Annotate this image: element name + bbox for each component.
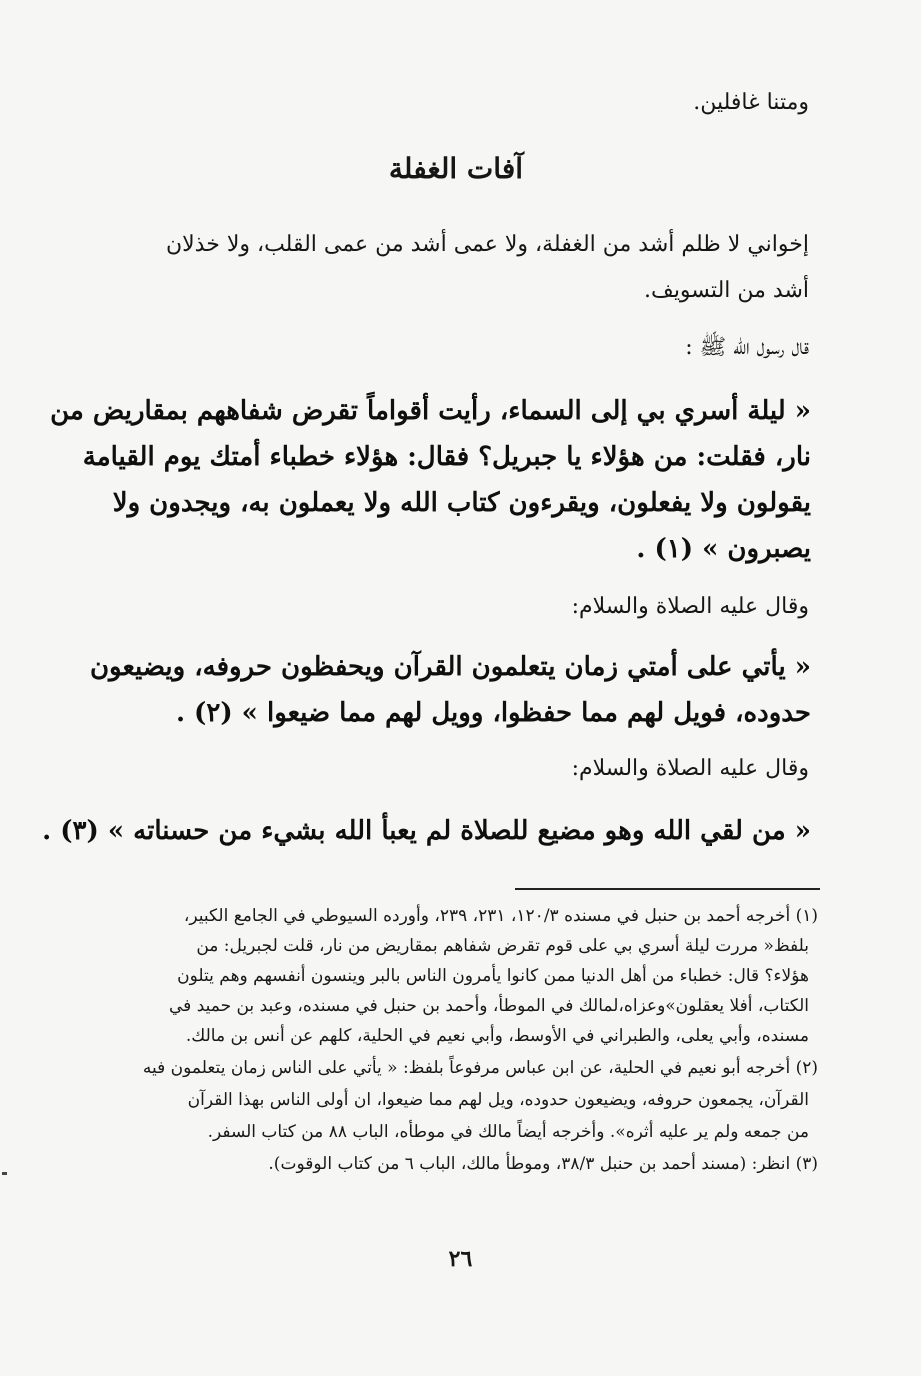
- intro-line-1: إخواني لا ظلم أشد من الغفلة، ولا عمى أشد من عمى القلب، ولا خذلان: [165, 232, 809, 257]
- hadith-1-line-2: نار، فقلت: من هؤلاء يا جبريل؟ فقال: هؤلاء خطباء أمتك يوم القيامة: [82, 442, 811, 472]
- hadith-1-line-3: يقولون ولا يفعلون، ويقرءون كتاب الله ولا يعملون به، ويجدون ولا: [112, 488, 811, 518]
- page-number: ٢٦: [448, 1246, 473, 1272]
- second-intro: وقال عليه الصلاة والسلام:: [571, 594, 809, 619]
- top-fragment: ومتنا غافلين.: [693, 90, 809, 115]
- hadith-2-line-2: حدوده، فويل لهم مما حفظوا، وويل لهم مما ضيعوا » (٢) .: [175, 698, 811, 728]
- footnote-2-line-1: (٢) أخرجه أبو نعيم في الحلية، عن ابن عباس مرفوعاً بلفظ: « يأتي على الناس زمان يتعلمون فيه: [142, 1058, 818, 1078]
- footnote-2-line-3: من جمعه ولم ير عليه أثره». وأخرجه أيضاً مالك في موطأه، الباب ٨٨ من كتاب السفر.: [207, 1122, 809, 1142]
- footnote-separator: [515, 888, 820, 890]
- section-heading: آفات الغفلة: [388, 152, 523, 185]
- footnote-1-line-1: (١) أخرجه أحمد بن حنبل في مسنده ١٢٠/٣، ٢٣١، ٢٣٩، وأورده السيوطي في الجامع الكبير،: [183, 906, 818, 926]
- footnote-1-line-4: الكتاب، أفلا يعقلون»وعزاه،لمالك في الموطأ، وأحمد بن حنبل في مسنده، وعبد بن حميد في: [169, 996, 809, 1016]
- hadith-1-line-4: يصبرون » (١) .: [636, 534, 811, 564]
- third-intro: وقال عليه الصلاة والسلام:: [571, 756, 809, 781]
- hadith-1-line-1: « ليلة أسري بي إلى السماء، رأيت أقواماً تقرض شفاههم بمقاريض من: [50, 396, 811, 426]
- footnote-1-line-2: بلفظ« مررت ليلة أسري بي على قوم تقرض شفاهم بمقاريض من نار، قلت لجبريل: من: [196, 936, 809, 956]
- hadith-3-line-1: « من لقي الله وهو مضيع للصلاة لم يعبأ الله بشيء من حسناته » (٣) .: [42, 816, 811, 846]
- scan-margin-mark: [2, 1172, 7, 1175]
- prophet-intro: قال رسول الله ﷺ :: [685, 335, 809, 360]
- hadith-2-line-1: « يأتي على أمتي زمان يتعلمون القرآن ويحفظون حروفه، ويضيعون: [89, 652, 811, 682]
- intro-line-2: أشد من التسويف.: [644, 278, 809, 303]
- footnote-2-line-2: القرآن، يجمعون حروفه، ويضيعون حدوده، ويل لهم مما ضيعوا، ان أولى الناس بهذا القرآن: [187, 1090, 809, 1110]
- footnote-1-line-3: هؤلاء؟ قال: خطباء من أهل الدنيا ممن كانوا يأمرون الناس بالبر وينسون أنفسهم وهم يتلون: [177, 966, 809, 986]
- footnote-1-line-5: مسنده، وأبي يعلى، والطبراني في الأوسط، وأبي نعيم في الحلية، كلهم عن أنس بن مالك.: [185, 1026, 809, 1046]
- footnote-3-line-1: (٣) انظر: (مسند أحمد بن حنبل ٣٨/٣، وموطأ مالك، الباب ٦ من كتاب الوقوت).: [268, 1154, 818, 1174]
